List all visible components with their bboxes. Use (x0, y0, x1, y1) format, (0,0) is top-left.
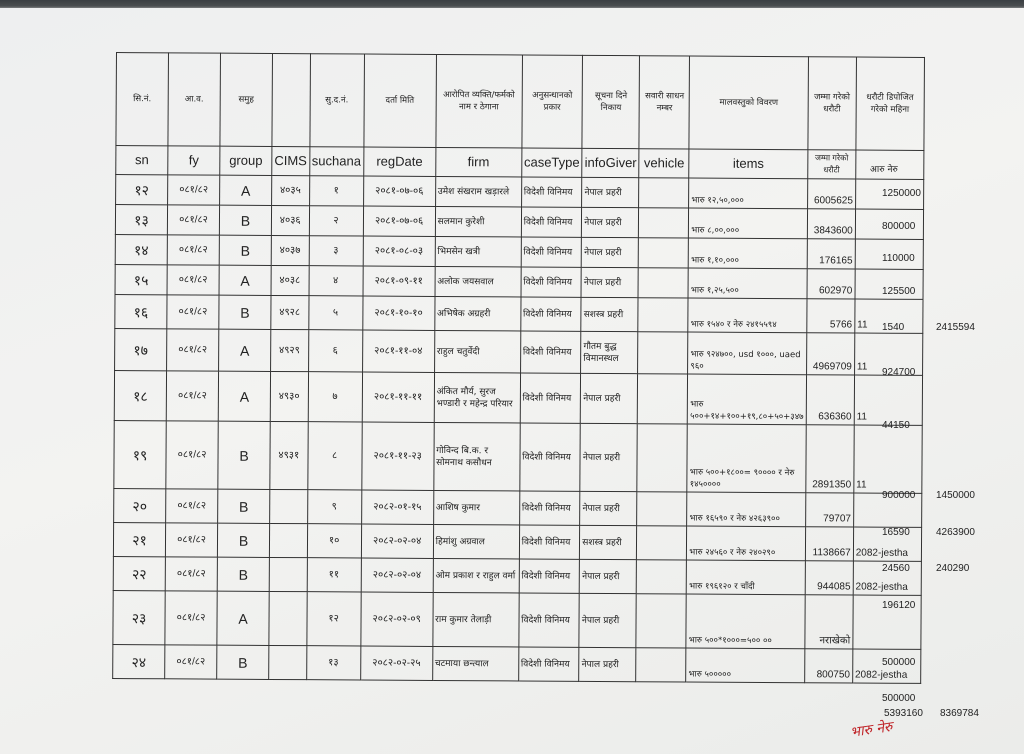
cell-cims: ४९३० (270, 371, 308, 421)
cell-infoGiver: नेपाल प्रहरी (579, 593, 636, 647)
cell-vehicle (639, 178, 689, 208)
header-cell: आरोपित व्यक्ति/फर्मको नाम र ठेगाना (436, 54, 523, 148)
cell-month: 11 (854, 425, 922, 493)
cell-regDate: २०८२-०२-०९ (361, 592, 433, 646)
cell-suchana: १२ (306, 592, 360, 646)
cell-regDate: २०८२-०२-०४ (361, 524, 433, 558)
cell-cims: ४९२९ (271, 329, 309, 371)
cell-fy: ०८१/८२ (166, 371, 218, 421)
cell-regDate: २०८२-०१-१५ (361, 490, 433, 524)
extra-amount-1: 44150 (882, 420, 910, 431)
cell-infoGiver: नेपाल प्रहरी (580, 559, 637, 593)
cell-suchana: १ (309, 176, 363, 206)
table-row (114, 488, 922, 527)
cell-caseType: विदेशी विनिमय (521, 237, 582, 267)
handwritten-signature: भारु नेरु (849, 719, 894, 741)
cell-sn: २२ (113, 556, 165, 590)
header-cell: infoGiver (582, 148, 639, 177)
cell-caseType: विदेशी विनिमय (520, 297, 581, 331)
header-cell (272, 53, 310, 146)
cell-infoGiver: नेपाल प्रहरी (582, 207, 639, 237)
cell-sn: १७ (115, 328, 167, 370)
cell-group: B (219, 205, 271, 235)
cell-items: भारु १,१०,००० (689, 238, 808, 269)
cell-group: B (218, 421, 270, 489)
header-cell: जम्मा गरेको धरौटी (808, 150, 856, 179)
cell-group: A (219, 265, 271, 295)
cell-fy: ०८१/८२ (165, 645, 217, 679)
cell-group: A (220, 175, 272, 205)
cell-vehicle (638, 332, 688, 374)
cell-suchana: ९ (307, 490, 361, 524)
cell-items: भारु १५४० र नेरु २४१५५९४ (688, 298, 807, 333)
cell-month: 2082-jestha (852, 649, 920, 683)
cell-sn: १६ (115, 294, 167, 328)
cell-deposit: 800750 (804, 649, 852, 683)
table-row (115, 294, 923, 333)
cell-cims (269, 557, 307, 591)
cell-firm: ओम प्रकाश र राहुल वर्मा (433, 558, 519, 593)
cell-regDate: २०८१-०७-०६ (363, 206, 435, 236)
table-row (116, 175, 924, 210)
case-register-table (112, 52, 925, 684)
cell-caseType: विदेशी विनिमय (520, 331, 581, 373)
cell-sn: २१ (113, 522, 165, 556)
cell-firm: उमेश संखराम खड़ारले (435, 176, 521, 207)
header-cell: अनुसन्धानको प्रकार (522, 55, 583, 148)
cell-group: A (218, 371, 270, 421)
header-cell: caseType (521, 148, 582, 177)
table-row (114, 420, 922, 493)
cell-firm: राम कुमार तेलाड़ी (433, 592, 519, 647)
extra-amount-1: 196120 (882, 600, 916, 611)
cell-infoGiver: नेपाल प्रहरी (581, 267, 638, 297)
table-row (115, 205, 923, 240)
total-2: 8369784 (940, 708, 979, 719)
header-cell: items (689, 149, 808, 179)
header-cell: सि.नं. (116, 53, 169, 146)
cell-month: 2082-jestha (853, 527, 921, 561)
cell-cims (269, 591, 307, 645)
extra-amount-1: 900000 (882, 490, 916, 501)
cell-sn: १८ (114, 370, 166, 420)
cell-sn: १४ (115, 234, 167, 264)
cell-firm: गोविन्द बि.क. र सोमनाथ कसौधन (433, 422, 519, 491)
extra-amount-1: 24560 (882, 563, 910, 574)
cell-items: भारु ५००+१८००= ९०००० र नेरु १४५०००० (687, 424, 806, 493)
cell-cims (270, 489, 308, 523)
cell-group: B (218, 489, 270, 523)
cell-suchana: ६ (308, 330, 362, 372)
cell-firm: भिमसेन खत्री (435, 236, 521, 267)
cell-cims: ४९३१ (270, 421, 308, 489)
cell-vehicle (637, 526, 687, 560)
cell-items: भारु १९६१२० र चाँदी (687, 560, 806, 595)
cell-sn: १३ (115, 205, 167, 235)
cell-fy: ०८१/८२ (167, 205, 219, 235)
table-row (114, 370, 922, 425)
cell-month: 2082-jestha (853, 561, 921, 595)
table-row (113, 522, 921, 561)
header-row-nepali (116, 53, 924, 151)
cell-regDate: २०८१-०८-०३ (363, 236, 435, 266)
header-cell: समुह (220, 53, 273, 146)
header-cell: sn (116, 146, 168, 175)
cell-cims: ४९२८ (271, 295, 309, 329)
header-cell: जम्मा गरेको धरौटी (808, 57, 857, 150)
extra-amount-1: 500000 (882, 657, 916, 668)
cell-regDate: २०८२-०२-०४ (361, 558, 433, 592)
extra-amount-1: 1540 (882, 322, 905, 333)
cell-infoGiver: नेपाल प्रहरी (580, 491, 637, 525)
cell-infoGiver: नेपाल प्रहरी (581, 373, 638, 423)
cell-caseType: विदेशी विनिमय (519, 423, 580, 491)
table-row (115, 328, 923, 375)
cell-suchana: ३ (309, 236, 363, 266)
cell-firm: अलोक जयसवाल (435, 266, 521, 297)
outside-header: आरु नेरु (870, 165, 898, 175)
cell-regDate: २०८१-०९-११ (363, 266, 435, 296)
cell-caseType: विदेशी विनिमय (519, 525, 580, 559)
cell-vehicle (639, 238, 689, 268)
header-cell: firm (435, 147, 521, 177)
cell-regDate: २०८१-११-२३ (361, 422, 433, 490)
cell-month: 11 (854, 333, 922, 375)
cell-deposit: 944085 (805, 561, 853, 595)
cell-vehicle (638, 374, 688, 424)
cell-deposit: 2891350 (806, 425, 854, 493)
cell-items: भारु ९२४७००, usd १०००, uaed ९६० (688, 332, 807, 375)
header-cell: fy (168, 146, 220, 175)
table-row (113, 556, 921, 595)
cell-vehicle (637, 560, 687, 594)
cell-cims (269, 645, 307, 679)
extra-amount-1: 500000 (882, 693, 916, 704)
cell-caseType: विदेशी विनिमय (521, 207, 582, 237)
table-row (115, 234, 923, 269)
extra-amount-1: 110000 (882, 253, 915, 264)
cell-cims: ४०३५ (272, 175, 310, 205)
cell-cims: ४०३८ (271, 265, 309, 295)
cell-deposit: नराखेको (805, 595, 853, 649)
cell-items: भारु ५००*१०००=५०० ०० (686, 594, 805, 649)
cell-fy: ०८१/८२ (165, 557, 217, 591)
cell-caseType: विदेशी विनिमय (519, 593, 580, 647)
table-row (113, 590, 921, 649)
cell-sn: २३ (113, 590, 165, 644)
cell-cims: ४०३७ (271, 235, 309, 265)
cell-deposit: 5766 (807, 299, 855, 333)
cell-cims: ४०३६ (271, 205, 309, 235)
cell-infoGiver: नेपाल प्रहरी (582, 237, 639, 267)
cell-suchana: १० (307, 524, 361, 558)
cell-firm: सलमान कुरेशी (435, 206, 521, 237)
cell-regDate: २०८१-११-११ (362, 372, 434, 422)
cell-fy: ०८१/८२ (167, 295, 219, 329)
cell-caseType: विदेशी विनिमय (519, 491, 580, 525)
extra-amount-2: 2415594 (936, 322, 975, 333)
cell-caseType: विदेशी विनिमय (519, 559, 580, 593)
cell-deposit: 4969709 (806, 333, 854, 375)
header-cell: सवारी साधन नम्बर (639, 56, 690, 149)
cell-vehicle (637, 492, 687, 526)
cell-group: B (219, 295, 271, 329)
cell-regDate: २०८१-११-०४ (362, 330, 434, 372)
cell-sn: २४ (113, 644, 165, 678)
cell-items: भारु १२,५०,००० (689, 178, 808, 209)
cell-fy: ०८१/८२ (167, 235, 219, 265)
cell-month: 11 (854, 375, 922, 425)
header-cell: regDate (363, 147, 435, 176)
cell-group: A (219, 329, 271, 371)
cell-deposit: 636360 (806, 375, 854, 425)
cell-deposit: 176165 (807, 239, 855, 269)
cell-vehicle (637, 424, 687, 492)
cell-fy: ०८१/८२ (165, 591, 217, 645)
cell-caseType: विदेशी विनिमय (518, 647, 579, 681)
cell-suchana: ४ (309, 266, 363, 296)
extra-amount-1: 800000 (882, 221, 916, 232)
total-1: 5393160 (884, 708, 923, 719)
cell-group: B (217, 523, 269, 557)
cell-group: A (217, 591, 269, 645)
cell-fy: ०८१/८२ (166, 421, 218, 489)
extra-amount-2: 4263900 (936, 527, 975, 538)
cell-items: भारु २४५६० र नेरु २४०२९० (687, 526, 806, 561)
cell-infoGiver: सशस्त्र प्रहरी (581, 297, 638, 331)
extra-amount-1: 16590 (882, 527, 910, 538)
header-cell: धरौटी डिपोजित गरेको महिना (856, 57, 925, 150)
cell-suchana: ५ (308, 296, 362, 330)
cell-cims (269, 523, 307, 557)
extra-amount-2: 240290 (936, 563, 970, 574)
extra-amount-1: 125500 (882, 286, 916, 297)
cell-deposit: 79707 (805, 493, 853, 527)
cell-vehicle (639, 208, 689, 238)
cell-firm: आशिष कुमार (433, 490, 519, 525)
cell-group: B (217, 557, 269, 591)
cell-suchana: २ (309, 206, 363, 236)
cell-suchana: ११ (307, 558, 361, 592)
cell-fy: ०८१/८२ (168, 175, 220, 205)
cell-caseType: विदेशी विनिमय (521, 267, 582, 297)
header-cell: सूचना दिने निकाय (582, 55, 640, 148)
cell-suchana: ८ (307, 422, 362, 490)
cell-infoGiver: गौतम बुद्ध विमानस्थल (581, 331, 638, 373)
cell-vehicle (638, 298, 688, 332)
cell-suchana: १३ (306, 646, 360, 680)
cell-items: भारु ५००+१४+१००+१९,८०+५०+३४७ (688, 374, 807, 425)
cell-items: भारु १,२५,५०० (688, 268, 807, 299)
cell-firm: चटमाया छन्त्याल (432, 646, 518, 681)
cell-sn: १२ (116, 175, 168, 205)
cell-regDate: २०८१-०७-०६ (363, 176, 435, 206)
header-cell: CIMS (272, 146, 310, 175)
cell-group: B (217, 645, 269, 679)
cell-deposit: 1138667 (805, 527, 853, 561)
cell-caseType: विदेशी विनिमय (520, 373, 581, 423)
cell-vehicle (636, 594, 686, 648)
cell-sn: १९ (114, 420, 166, 488)
cell-firm: राहुल चतुर्वेदी (434, 330, 520, 373)
cell-fy: ०८१/८२ (167, 329, 219, 371)
cell-suchana: ७ (308, 372, 362, 422)
cell-deposit: 602970 (807, 269, 855, 299)
cell-month: 11 (855, 299, 923, 333)
cell-vehicle (636, 648, 686, 682)
cell-fy: ०८१/८२ (167, 265, 219, 295)
cell-deposit: 3843600 (807, 209, 855, 239)
cell-items: भारु ८,००,००० (689, 208, 808, 239)
table-row (113, 644, 921, 683)
extra-amount-1: 1250000 (882, 188, 921, 199)
header-cell: group (220, 146, 272, 175)
cell-firm: हिमांशु अग्रवाल (433, 524, 519, 559)
cell-regDate: २०८१-१०-१० (362, 296, 434, 330)
cell-sn: १५ (115, 264, 167, 294)
cell-sn: २० (114, 488, 166, 522)
cell-firm: अंकित मौर्य, सुरज भण्डारी र महेन्द्र परियार (434, 372, 520, 423)
cell-infoGiver: नेपाल प्रहरी (579, 647, 636, 681)
cell-vehicle (638, 268, 688, 298)
cell-infoGiver: नेपाल प्रहरी (580, 423, 637, 491)
cell-fy: ०८१/८२ (165, 523, 217, 557)
header-cell: suchana (309, 147, 363, 176)
extra-amount-2: 1450000 (936, 490, 975, 501)
cell-regDate: २०८२-०२-२५ (360, 646, 432, 680)
cell-infoGiver: सशस्त्र प्रहरी (580, 525, 637, 559)
extra-amount-1: 924700 (882, 367, 916, 378)
header-cell: दर्ता मिति (364, 54, 437, 147)
header-cell: सु.द.नं. (309, 54, 364, 147)
header-cell: vehicle (639, 149, 689, 178)
cell-infoGiver: नेपाल प्रहरी (582, 177, 639, 207)
cell-fy: ०८१/८२ (166, 489, 218, 523)
cell-items: भारु १६५९० र नेरु ४२६३९०० (687, 492, 806, 527)
header-cell: आ.व. (168, 53, 221, 146)
cell-caseType: विदेशी विनिमय (521, 177, 582, 207)
paper-sheet (0, 8, 1024, 754)
cell-group: B (219, 235, 271, 265)
table-row (115, 264, 923, 299)
cell-firm: अभिषेक अग्रहरी (434, 296, 520, 331)
cell-items: भारु ५००००० (686, 648, 805, 683)
cell-deposit: 6005625 (807, 179, 855, 209)
header-cell: मालवस्तुको विवरण (689, 56, 808, 150)
